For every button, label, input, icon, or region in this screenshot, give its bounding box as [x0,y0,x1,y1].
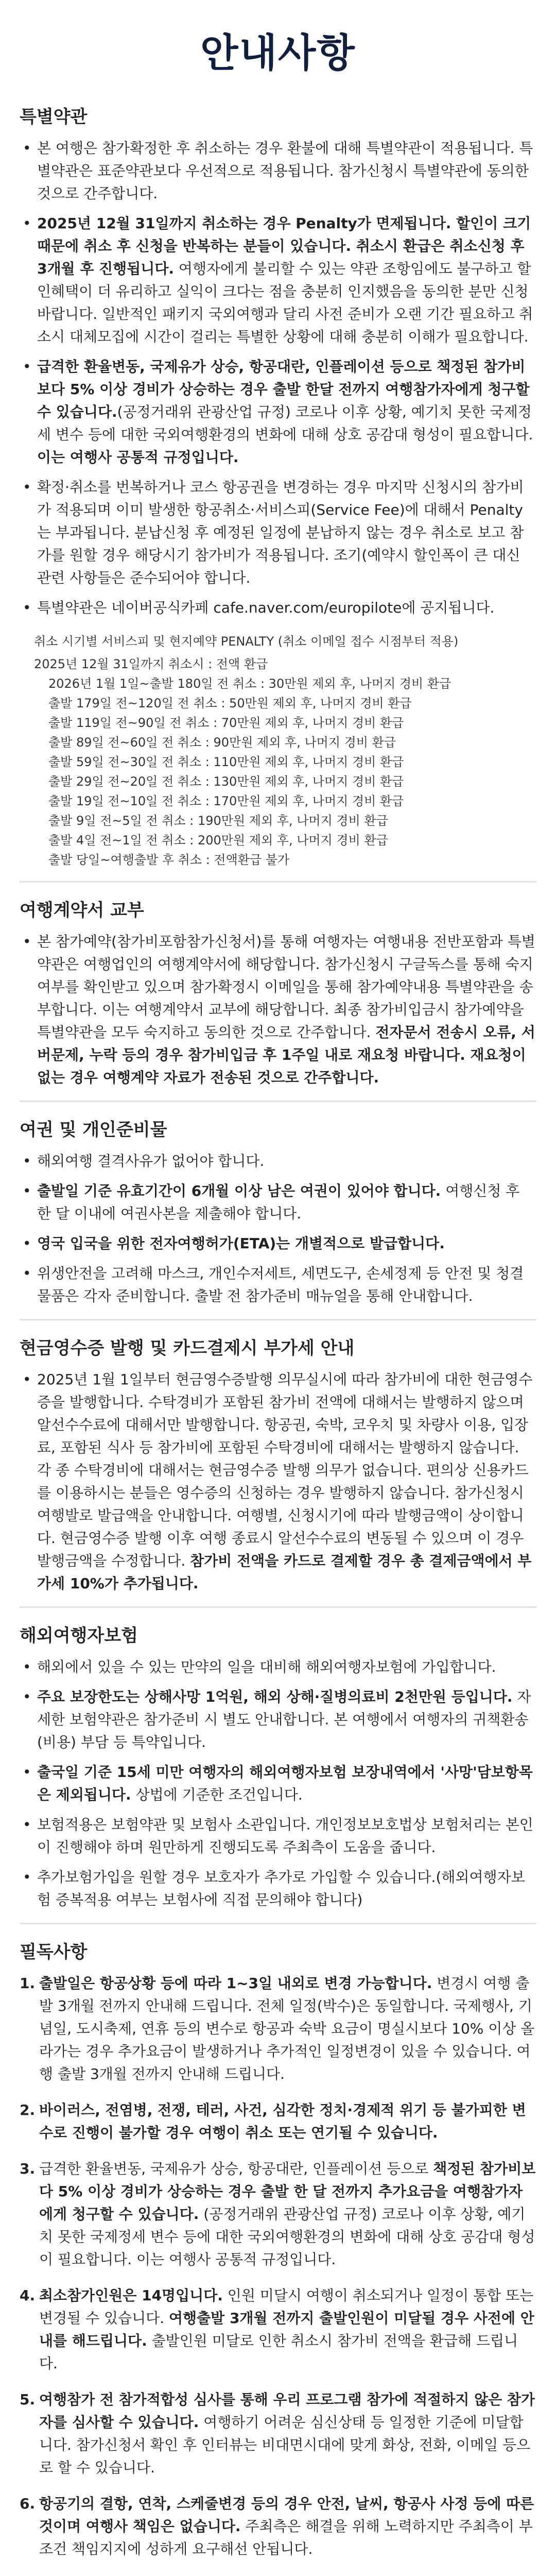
bold-text: 바이러스, 전염병, 전쟁, 테러, 사건, 심각한 정치·경제적 위기 등 불가피한 변수로 진행이 불가할 경우 여행이 취소 또는 연기될 수 있습니다. [39,2102,526,2141]
insurance-heading: 해외여행자보험 [20,1625,138,1646]
bold-text: 항공기의 결항, 연착, 스케줄변경 등의 경우 안전, 날씨, 항공사 사정 등에 따른 것이며 여행사 책임은 없습니다. [39,2495,534,2535]
receipt-section [0,1320,556,1608]
list-item [37,1180,536,1225]
cancel-fee-row: 2026년 1월 1일~출발 180일 전 취소 : 30만원 제외 후, 나머지 경비 환급 [48,676,451,691]
notice-section [0,1924,556,2576]
list-item [37,355,536,469]
list-item [37,1232,536,1255]
body-text: 본 여행은 참가확정한 후 취소하는 경우 환불에 대해 특별약관이 적용됩니다. 특별약관은 표준약관보다 우선적으로 적용됩니다. 참가신청시 특별약관에 동의한 것으로 간주합니다. [37,140,533,202]
bold-text: 최소참가인원은 14명입니다. [39,2287,223,2304]
receipt-heading: 현금영수증 발행 및 카드결제시 부가세 안내 [20,1338,355,1359]
passport-section [0,1102,556,1320]
receipt-list [20,1368,536,1595]
insurance-list [20,1656,536,1911]
item-number: 3. [20,2160,36,2177]
bold-text: 출국일 기준 15세 미만 여행자의 해외여행자보험 보장내역에서 '사망'담보항목은 제외됩니다. [37,1764,533,1803]
body-text: 자세한 보험약관은 참가준비 시 별도 안내합니다. 본 여행에서 여행자의 귀책환송(비용) 부담 등 특약입니다. [37,1688,531,1751]
cancel-fee-row: 2025년 12월 31일까지 취소시 : 전액 환급 [34,657,268,671]
item-number: 2. [20,2102,36,2119]
body-text: 여행신청 후 한 달 이내에 여권사본을 제출해야 합니다. [37,1182,520,1222]
bold-text: 전자문서 전송시 오류, 서버문제, 누락 등의 경우 참가비입금 후 1주일 내로 재요청 바랍니다. 재요청이 없는 경우 여행계약 자료가 전송된 것으로 간주합니다. [37,1024,535,1086]
bold-text: 주요 보장한도는 상해사망 1억원, 해외 상해·질병의료비 2천만원 등입니다. [37,1688,513,1705]
cancel-fee-row: 출발 179일 전~120일 전 취소 : 50만원 제외 후, 나머지 경비 환급 [48,696,412,710]
passport-list [20,1150,536,1308]
list-item [37,1262,536,1308]
list-item [37,476,536,589]
body-text: (공정거래위 관광산업 규정) 코로나 이후 상황, 예기치 못한 국제정세 변수 등에 대한 국외여행환경의 변화에 대해 상호 공감대 형성이 필요합니다. 이는 여행사 공통적 규정입니다. [39,2206,535,2268]
notice-item [20,2158,536,2271]
body-text: 출발인원 미달로 인한 취소시 참가비 전액을 환급해 드립니다. [39,2332,518,2372]
passport-heading: 여권 및 개인준비물 [20,1120,167,1140]
body-text: 여행자에게 불리할 수 있는 약관 조항임에도 불구하고 할인혜택이 더 유리하고 실익이 크다는 점을 충분히 인지했음을 동의한 분만 신청바랍니다. 일반적인 패키지 국외여행과 달리 사전 준비가 오랜 기간 필요하고 취소시 대체모집에 시간이 걸리는 특별한 상황에 대해 충분히 이해가 필요합니다. [37,260,533,345]
notice-item [39,2574,536,2576]
cancel-fee-row: 출발 4일 전~1일 전 취소 : 200만원 제외 후, 나머지 경비 환급 [48,833,388,848]
body-text: 상법에 기준한 조건입니다. [131,1786,303,1803]
notice-item [20,2284,536,2375]
notice-item [20,1972,536,2086]
cancel-fee-row: 출발 89일 전~60일 전 취소 : 90만원 제외 후, 나머지 경비 환급 [48,735,396,750]
cancel-fee-row: 출발 9일 전~5일 전 취소 : 190만원 제외 후, 나머지 경비 환급 [48,814,388,828]
list-item [37,137,536,205]
notice-item [20,2099,536,2144]
special-terms-list [20,137,536,619]
cancel-fee-rows [34,654,536,870]
item-number: 4. [20,2287,36,2304]
cancel-fee-row: 출발 119일 전~90일 전 취소 : 70만원 제외 후, 나머지 경비 환급 [48,716,404,730]
body-text: 여행하기 어려운 심신상태 등 일정한 기준에 미달합니다. 참가신청서 확인 후 인터뷰는 비대면시대에 맞게 화상, 전화, 이메일 등으로 할 수 있습니다. [39,2414,531,2476]
list-item [37,1866,536,1911]
list-item [37,1686,536,1754]
cancel-fee-row: 출발 당일~여행출발 후 취소 : 전액환급 불가 [48,853,290,867]
notice-item [20,2493,536,2561]
cancel-fee-row: 출발 59일 전~30일 전 취소 : 110만원 제외 후, 나머지 경비 환급 [48,755,404,769]
bold-text: 참가비 전액을 카드로 결제할 경우 총 결제금액에서 부가세 10%가 추가됩니다. [37,1552,532,1592]
bold-text: 영국 입국을 위한 전자여행허가(ETA)는 개별적으로 발급합니다. [37,1235,445,1252]
grant-section [0,883,556,1102]
cancel-fee-title: 취소 시기별 서비스피 및 현지예약 PENALTY (취소 이메일 접수 시점부터 적용) [34,634,459,649]
cancel-fee-table [34,632,536,870]
body-text: 위생안전을 고려해 마스크, 개인수저세트, 세면도구, 손세정제 등 안전 및 청결물품은 각자 준비합니다. 출발 전 참가준비 매뉴얼을 통해 안내합니다. [37,1265,524,1304]
grant-heading: 여행계약서 교부 [20,900,144,921]
bold-text: 출발일 기준 유효기간이 6개월 이상 남은 여권이 있어야 합니다. [37,1182,441,1199]
insurance-section [0,1608,556,1924]
body-text: 주최측은 해결을 위해 노력하지만 주최측이 부 조건 책임지지에 성하게 요구해선 안됩니다. [39,2518,533,2557]
bold-text: 여행출발 3개월 전까지 출발인원이 미달될 경우 사전에 안내를 해드립니다. [39,2310,534,2349]
body-text: 특별약관은 네이버공식카페 cafe.naver.com/europilote에 공지됩니다. [37,599,495,616]
special-terms-heading: 특별약관 [20,107,88,127]
bold-text: 이는 여행사 공통적 규정입니다. [37,449,239,466]
body-text: 추가보험가입을 원할 경우 보호자가 추가로 가입할 수 있습니다.(해외여행자보험 증복적용 여부는 보험사에 직접 문의해야 합니다) [37,1869,525,1908]
list-item [37,1814,536,1859]
item-number: 6. [20,2495,36,2512]
body-text: 급격한 환율변동, 국제유가 상승, 항공대란, 인플레이션 등으로 [39,2160,433,2177]
list-item [37,1761,536,1806]
page-title: 안내사항 [200,30,356,76]
special-terms-section [0,97,556,883]
notice-heading: 필독사항 [20,1942,88,1962]
list-item [37,1150,536,1173]
body-text: 본 참가예약(참가비포함참가신청서)를 통해 여행자는 여행내용 전반포함과 특별약관은 여행업인의 여행계약서에 해당합니다. 참가신청시 구글독스를 통해 숙지여부를 확인받고 있으며 참가확정시 이메일을 통해 참가예약내용 특별약관을 송부합니다. 이는 여행계약서 교부에 해당합니다. 최종 참가비입금시 참가예약을 특별약관을 모두 숙지하고 동의한 것으로 간주합니다. [37,933,535,1041]
item-number [20,2574,35,2576]
item-number: 1. [20,1975,36,1992]
list-item [37,930,536,1089]
list-item [37,1368,536,1595]
body-text: 보험적용은 보험약관 및 보험사 소관입니다. 개인정보보호법상 보험처리는 본인이 진행해야 하며 원만하게 진행되도록 주최측이 도움을 줍니다. [37,1816,533,1856]
cancel-fee-row: 출발 19일 전~10일 전 취소 : 170만원 제외 후, 나머지 경비 환급 [48,794,404,808]
list-item [37,1656,536,1679]
bold-text: 2025년 12월 31일까지 취소하는 경우 Penalty가 면제됩니다. 할인이 크기 때문에 취소 후 신청을 반복하는 분들이 있습니다. 취소시 환급은 취소신청 후 3개월 후 진행됩니다. [37,215,531,277]
bold-text: 출발일은 항공상황 등에 따라 1~3일 내외로 변경 가능합니다. [39,1975,432,1992]
notice-item [20,2388,536,2479]
bold-text: 책정된 참가비보다 5% 이상 경비가 상승하는 경우 출발 한 달 전까지 추가요금을 여행참가자에게 청구할 수 있습니다. [39,2160,536,2223]
bold-text: 여행참가 전 참가적합성 심사를 통해 우리 프로그램 참가에 적절하지 않은 참가자를 심사할 수 있습니다. [39,2391,535,2431]
body-text: 해외여행 결격사유가 없어야 합니다. [37,1153,265,1170]
list-item [37,212,536,348]
body-text: 변경시 여행 출발 3개월 전까지 안내해 드립니다. 전체 일정(박수)은 동일합니다. 국제행사, 기념일, 도시축제, 연휴 등의 변수로 항공과 숙박 요금이 명실시보다 10% 이상 올라가는 경우 추가요금이 발생하거나 추가적인 일정변경이 있을 수 있습니다. 여행 출발 3개월 전까지 안내해 드립니다. [39,1975,535,2082]
grant-list [20,930,536,1089]
cancel-fee-row: 출발 29일 전~20일 전 취소 : 130만원 제외 후, 나머지 경비 환급 [48,774,404,789]
list-item [37,597,536,619]
body-text: 확정·취소를 번복하거나 코스 항공권을 변경하는 경우 마지막 신청시의 참가비가 적용되며 이미 발생한 항공취소·서비스피(Service Fee)에 대해서 Penalty는 부과됩니다. 분납신청 후 예정된 일정에 분납하지 않는 경우 취소로 보고 참가를 원할 경우 해당시기 참가비가 적용됩니다. 조기(예약시 할인폭이 큰 대신 관련 사항들은 준수되어야 합니다. [37,479,524,586]
body-text: 인원 미달시 여행이 취소되거나 일정이 통합 또는 변경될 수 있습니다. [39,2287,534,2327]
item-number: 5. [20,2391,36,2408]
bold-text: 급격한 환율변동, 국제유가 상승, 항공대란, 인플레이션 등으로 책정된 참가비보다 5% 이상 경비가 상승하는 경우 출발 한달 전까지 여행참가자에게 청구할 수 있습니다. [37,358,530,420]
body-text: 해외에서 있을 수 있는 만약의 일을 대비해 해외여행자보험에 가입합니다. [37,1658,496,1675]
body-text: 2025년 1월 1일부터 현금영수증발행 의무실시에 따라 참가비에 대한 현금영수증을 발행합니다. 수탁경비가 포함된 참가비 전액에 대해서는 발행하지 않으며 알선수수료에 대해서만 발행합니다. 항공권, 숙박, 코우치 및 차량사 이용, 입장료, 포함된 식사 등 참가비에 포함된 수탁경비에 대해서는 발행하지 않습니다. 각 종 수탁경비에 대해서는 현금영수증 발행 의무가 없습니다. 편의상 신용카드를 이용하시는 분들은 영수증의 신청하는 경우 발행하지 않습니다. 참가신청시 여행발로 발급액을 안내합니다. 여행별, 신청시기에 따라 발행금액이 상이합니다. 현금영수증 발행 이후 여행 종료시 알선수수료의 변동될 수 있으며 이 경우 발행금액을 수정합니다. [37,1371,533,1569]
notice-list [20,1972,536,2576]
body-text: (공정거래위 관광산업 규정) 코로나 이후 상황, 예기치 못한 국제정세 변수 등에 대한 국외여행환경의 변화에 대해 상호 공감대 형성이 필요합니다. [37,403,533,443]
